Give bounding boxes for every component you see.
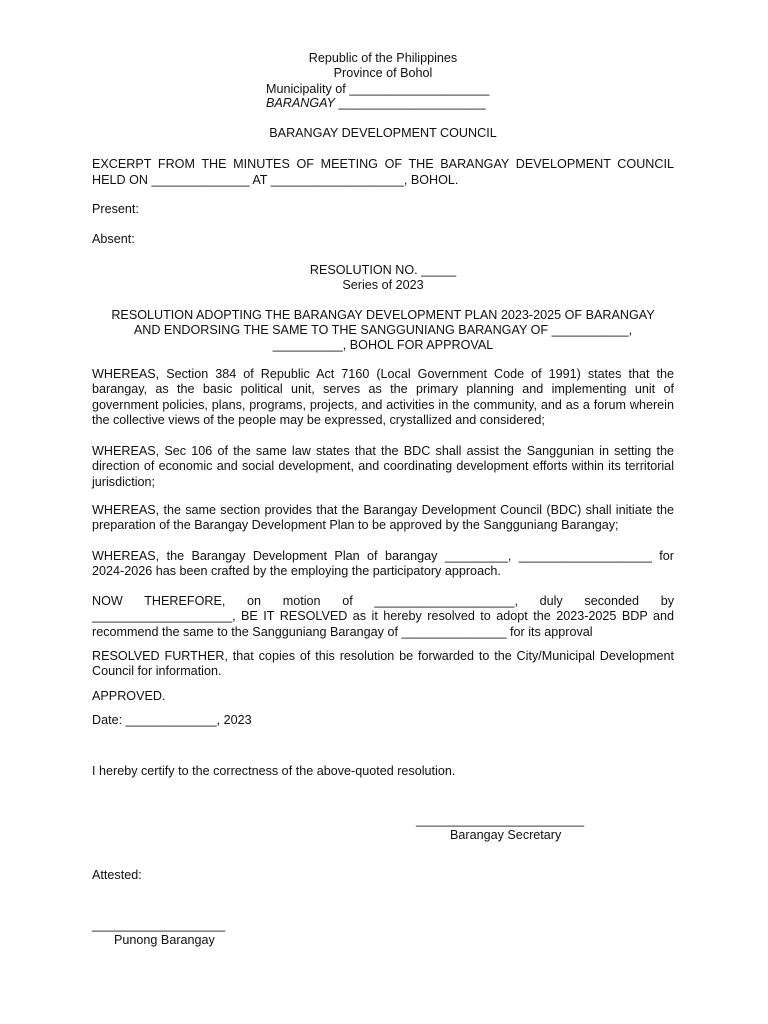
whereas-3: WHEREAS, the same section provides that the Barangay Development Council (BDC) shall initiate the preparation of the Barangay Development Plan to be approved by the Sangguniang Barangay; (92, 503, 674, 533)
present-label: Present: (92, 202, 139, 216)
attested-label: Attested: (92, 868, 142, 882)
header-barangay (266, 96, 486, 111)
whereas-1: WHEREAS, Section 384 of Republic Act 7160 (Local Government Code of 1991) states that the barangay, as the basic political unit, serves as the primary planning and implementing unit of government policies, plans, programs, projects, and activities in the community, and as a forum wherein the collective views of the people may be expressed, crystallized and considered; (92, 367, 674, 428)
secretary-title: Barangay Secretary (450, 828, 562, 842)
title-line-1: RESOLUTION ADOPTING THE BARANGAY DEVELOPMENT PLAN 2023-2025 OF BARANGAY (111, 308, 655, 322)
excerpt-line-1: EXCERPT FROM THE MINUTES OF MEETING OF THE BARANGAY DEVELOPMENT COUNCIL (92, 157, 674, 171)
whereas-2: WHEREAS, Sec 106 of the same law states that the BDC shall assist the Sanggunian in setting the direction of economic and social development, and coordinating development efforts within its territorial jurisdiction; (92, 444, 674, 489)
punong-signature-line: ___________________ (92, 918, 226, 932)
whereas-4: WHEREAS, the Barangay Development Plan of barangay _________, ___________________ for 2024-2026 has been crafted by the employing the participatory approach. (92, 549, 674, 579)
header-republic: Republic of the Philippines (308, 51, 458, 65)
punong-title: Punong Barangay (114, 933, 215, 947)
header-province: Province of Bohol (333, 66, 433, 80)
title-line-2: AND ENDORSING THE SAME TO THE SANGGUNIANG BARANGAY OF ___________, (133, 323, 633, 337)
header-municipality: Municipality of ____________________ (266, 82, 490, 96)
barangay-blank: _____________________ (335, 96, 486, 110)
resolved-further: RESOLVED FURTHER, that copies of this resolution be forwarded to the City/Municipal Development Council for information. (92, 649, 674, 679)
date-line: Date: _____________, 2023 (92, 713, 252, 727)
resolution-series: Series of 2023 (342, 278, 424, 292)
approved: APPROVED. (92, 689, 166, 703)
secretary-signature-line: ________________________ (416, 813, 585, 827)
excerpt-line-2: HELD ON ______________ AT ___________________, BOHOL. (92, 173, 459, 187)
absent-label: Absent: (92, 232, 135, 246)
now-therefore: NOW THEREFORE, on motion of ____________________, duly seconded by ____________________, BE IT RESOLVED as it hereby resolved to adopt the 2023-2025 BDP and recommend the same to the Sangguniang Barangay of _______________ for its approval (92, 594, 674, 639)
certify-statement: I hereby certify to the correctness of the above-quoted resolution. (92, 764, 456, 778)
barangay-label: BARANGAY (266, 96, 336, 110)
council-title: BARANGAY DEVELOPMENT COUNCIL (269, 126, 497, 140)
title-line-3: __________, BOHOL FOR APPROVAL (272, 338, 494, 352)
resolution-number: RESOLUTION NO. _____ (309, 263, 457, 277)
